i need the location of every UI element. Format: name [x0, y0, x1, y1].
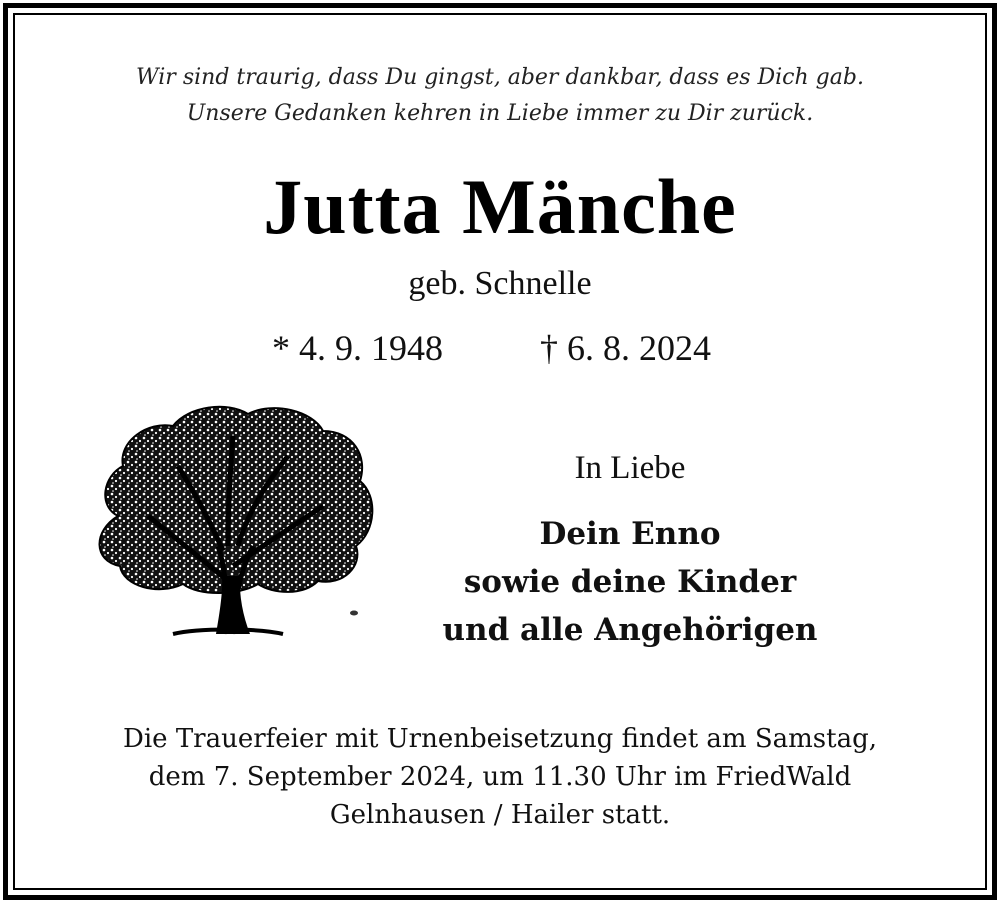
quote-line-1: Wir sind traurig, dass Du gingst, aber dankbar, dass es Dich gab. — [136, 65, 864, 90]
service-line: dem 7. September 2024, um 11.30 Uhr im FriedWald — [148, 762, 852, 792]
tree-icon — [78, 396, 382, 644]
death-date: † 6. 8. 2024 — [540, 328, 711, 368]
mourners-list — [420, 510, 840, 654]
memorial-quote — [0, 60, 1000, 132]
in-liebe-label: In Liebe — [574, 450, 686, 486]
quote-line-2: Unsere Gedanken kehren in Liebe immer zu Dir zurück. — [186, 101, 814, 126]
maiden-name: geb. Schnelle — [408, 265, 592, 302]
service-line: Die Trauerfeier mit Urnenbeisetzung findet am Samstag, — [123, 724, 877, 754]
birth-date: * 4. 9. 1948 — [272, 328, 443, 368]
mourner-line: Dein Enno — [539, 516, 721, 552]
mourner-line: und alle Angehörigen — [442, 612, 818, 648]
deceased-name: Jutta Mänche — [263, 163, 737, 250]
mourner-line: sowie deine Kinder — [463, 564, 797, 600]
service-details — [0, 720, 1000, 834]
service-line: Gelnhausen / Hailer statt. — [329, 800, 671, 830]
